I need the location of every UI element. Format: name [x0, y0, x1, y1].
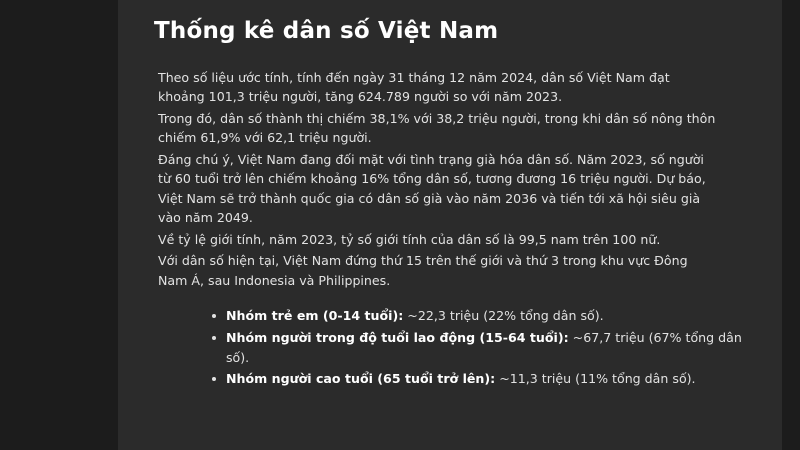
paragraph-4: Về tỷ lệ giới tính, năm 2023, tỷ số giới tính của dân số là 99,5 nam trên 100 nữ. [158, 231, 661, 247]
list-item-value: ~11,3 triệu (11% tổng dân số). [495, 371, 696, 387]
list-item-value: ~22,3 triệu (22% tổng dân số). [403, 308, 604, 324]
body-text [154, 68, 746, 291]
paragraph-5: Với dân số hiện tại, Việt Nam đứng thứ 15 trên thế giới và thứ 3 trong khu vực Đông Nam Á, sau Indonesia và Philippines. [158, 253, 688, 288]
paragraph-1: Theo số liệu ước tính, tính đến ngày 31 tháng 12 năm 2024, dân số Việt Nam đạt khoảng 101,3 triệu người, tăng 624.789 người so với năm 2023. [158, 69, 670, 105]
list-item [212, 328, 746, 369]
list-item [212, 306, 746, 326]
page-title: Thống kê dân số Việt Nam [154, 18, 499, 44]
left-gutter [0, 0, 118, 450]
list-item-value: ~67,7 triệu (67% tổng dân số). [226, 329, 742, 366]
right-gutter [782, 0, 800, 450]
list-item-label: Nhóm trẻ em (0-14 tuổi): [226, 308, 404, 324]
paragraph-2: Trong đó, dân số thành thị chiếm 38,1% với 38,2 triệu người, trong khi dân số nông thôn chiếm 61,9% với 62,1 triệu người. [158, 110, 716, 146]
list-item-label: Nhóm người trong độ tuổi lao động (15-64 tuổi): [226, 329, 569, 345]
list-item-label: Nhóm người cao tuổi (65 tuổi trở lên): [226, 371, 496, 387]
age-group-list [154, 306, 746, 390]
document-content [118, 0, 782, 450]
paragraph-3: Đáng chú ý, Việt Nam đang đối mặt với tình trạng già hóa dân số. Năm 2023, số người từ 60 tuổi trở lên chiếm khoảng 16% tổng dân số, tương đương 16 triệu người. Dự báo, Việt Nam sẽ trở thành quốc gia có dân số già vào năm 2036 và tiến tới xã hội siêu già vào năm 2049. [158, 151, 706, 226]
list-item [212, 369, 746, 389]
